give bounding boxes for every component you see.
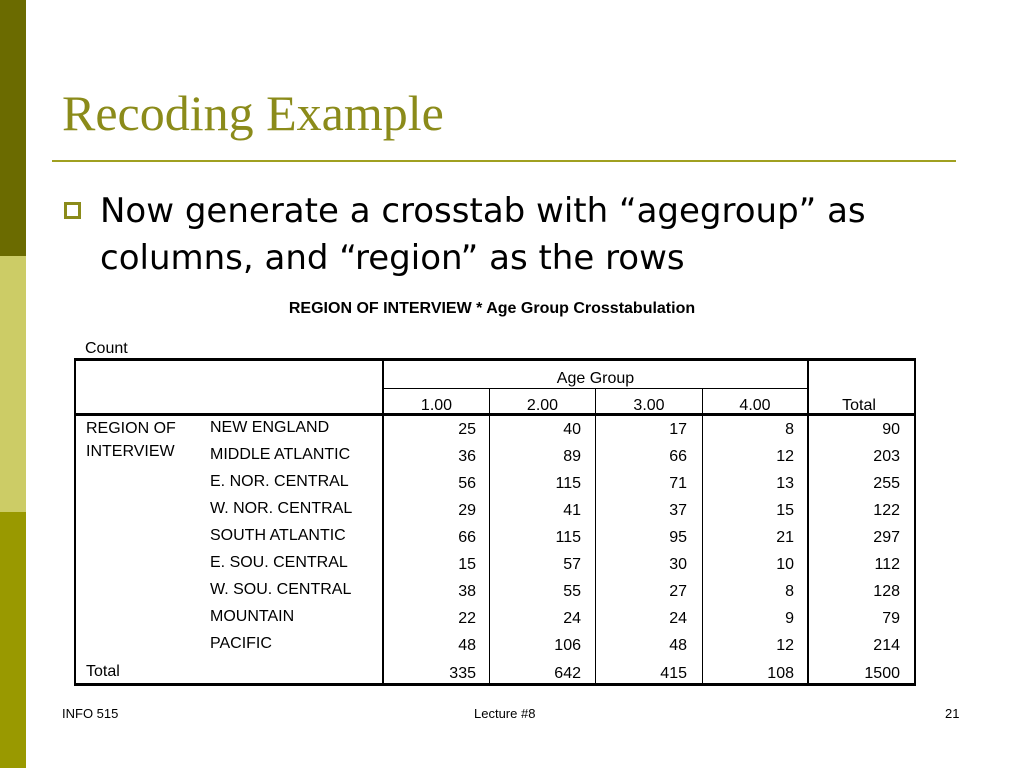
count-cell: 71 <box>669 475 687 492</box>
title-divider <box>52 160 956 162</box>
count-cell: 13 <box>776 475 794 492</box>
crosstab-table <box>74 358 916 686</box>
count-cell: 41 <box>563 502 581 519</box>
count-cell: 21 <box>776 529 794 546</box>
row-label: W. NOR. CENTRAL <box>210 500 353 517</box>
row-total-cell: 90 <box>882 421 900 438</box>
row-label: E. NOR. CENTRAL <box>210 473 349 490</box>
total-cell: 415 <box>660 665 687 682</box>
count-cell: 8 <box>785 421 794 438</box>
count-cell: 24 <box>669 610 687 627</box>
slide-title: Recoding Example <box>62 85 444 141</box>
count-cell: 15 <box>458 556 476 573</box>
square-bullet-icon <box>64 202 81 219</box>
row-group-label: INTERVIEW <box>86 443 175 460</box>
row-label: SOUTH ATLANTIC <box>210 527 346 544</box>
count-cell: 66 <box>458 529 476 546</box>
count-cell: 9 <box>785 610 794 627</box>
count-cell: 15 <box>776 502 794 519</box>
col-divider-3 <box>702 389 703 683</box>
count-cell: 38 <box>458 583 476 600</box>
row-label: W. SOU. CENTRAL <box>210 581 352 598</box>
age-group-header: Age Group <box>556 370 635 387</box>
bullet-text: Now generate a crosstab with “agegroup” as columns, and “region” as the rows <box>100 191 866 278</box>
row-label: MOUNTAIN <box>210 608 295 625</box>
total-cell: 642 <box>554 665 581 682</box>
count-cell: 30 <box>669 556 687 573</box>
count-cell: 12 <box>776 448 794 465</box>
row-total-cell: 255 <box>873 475 900 492</box>
row-total-cell: 79 <box>882 610 900 627</box>
col-divider-1 <box>489 389 490 683</box>
row-group-label: REGION OF <box>86 420 176 437</box>
footer-course: INFO 515 <box>62 706 119 721</box>
row-label: MIDDLE ATLANTIC <box>210 446 351 463</box>
footer-lecture: Lecture #8 <box>474 706 536 721</box>
count-cell: 66 <box>669 448 687 465</box>
count-cell: 10 <box>776 556 794 573</box>
count-cell: 29 <box>458 502 476 519</box>
total-cell: 108 <box>767 665 794 682</box>
grand-total-cell: 1500 <box>864 665 900 682</box>
count-cell: 95 <box>669 529 687 546</box>
row-total-cell: 203 <box>873 448 900 465</box>
count-cell: 106 <box>554 637 581 654</box>
count-cell: 25 <box>458 421 476 438</box>
count-cell: 55 <box>563 583 581 600</box>
decor-band-top <box>0 0 26 256</box>
count-label: Count <box>85 340 128 357</box>
row-label: PACIFIC <box>210 635 272 652</box>
count-cell: 115 <box>555 529 581 546</box>
decor-band-middle <box>0 256 26 512</box>
count-cell: 48 <box>458 637 476 654</box>
count-cell: 40 <box>563 421 581 438</box>
count-cell: 36 <box>458 448 476 465</box>
count-cell: 12 <box>776 637 794 654</box>
column-header: 4.00 <box>739 397 771 414</box>
crosstab-title: REGION OF INTERVIEW * Age Group Crosstabulation <box>288 300 696 317</box>
row-label: E. SOU. CENTRAL <box>210 554 348 571</box>
count-cell: 115 <box>555 475 581 492</box>
count-cell: 17 <box>669 421 687 438</box>
column-header: 3.00 <box>633 397 665 414</box>
count-cell: 48 <box>669 637 687 654</box>
row-label: NEW ENGLAND <box>210 419 330 436</box>
count-cell: 56 <box>458 475 476 492</box>
count-cell: 22 <box>458 610 476 627</box>
count-cell: 8 <box>785 583 794 600</box>
total-row-label: Total <box>86 663 120 680</box>
decor-band-bottom <box>0 512 26 768</box>
count-cell: 37 <box>669 502 687 519</box>
total-column-header: Total <box>842 397 876 414</box>
count-cell: 27 <box>669 583 687 600</box>
row-total-cell: 112 <box>874 556 900 573</box>
count-cell: 89 <box>563 448 581 465</box>
count-cell: 24 <box>563 610 581 627</box>
count-cell: 57 <box>563 556 581 573</box>
row-total-cell: 297 <box>873 529 900 546</box>
col-divider-2 <box>595 389 596 683</box>
column-header: 2.00 <box>526 397 559 414</box>
row-total-cell: 128 <box>873 583 900 600</box>
row-total-cell: 122 <box>873 502 900 519</box>
row-total-cell: 214 <box>873 637 900 654</box>
total-cell: 335 <box>449 665 476 682</box>
footer-page-number: 21 <box>945 706 960 721</box>
column-header: 1.00 <box>420 397 453 414</box>
